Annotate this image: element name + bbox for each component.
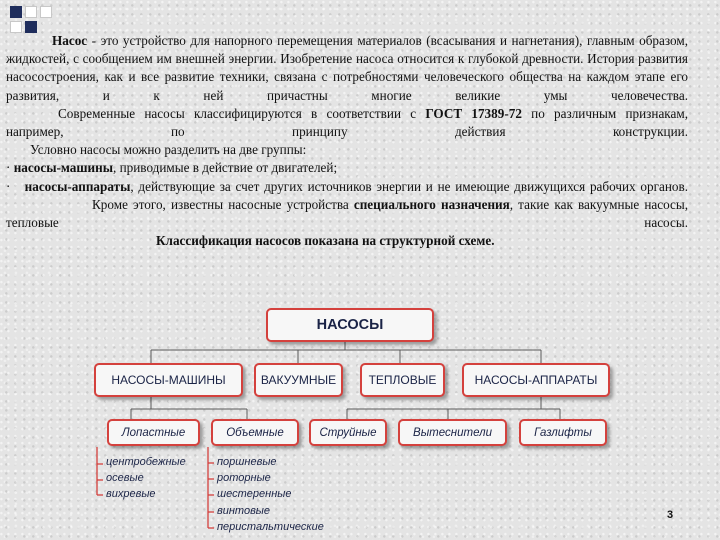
root-box-pumps: НАСОСЫ: [266, 308, 434, 342]
box-vacuum: ВАКУУМНЫЕ: [254, 363, 343, 397]
leaf-text: роторные: [217, 472, 271, 484]
special-text-after: , такие как вакуумные насосы, тепловые насосы.: [6, 196, 689, 231]
special-text-before: Кроме этого, известны насосные устройства: [92, 196, 354, 212]
leaf-text: винтовые: [217, 505, 271, 517]
box-gaslifts: Газлифты: [519, 419, 607, 446]
leaf-text: центробежные: [106, 456, 186, 468]
gost-standard: ГОСТ 17389-72: [425, 105, 522, 121]
leaf-text: поршневые: [217, 456, 277, 468]
box-jet: Струйные: [309, 419, 387, 446]
box-pump-apparatus: НАСОСЫ-АППАРАТЫ: [462, 363, 610, 397]
special-purpose: специального назначения: [353, 196, 510, 212]
list-bullet: ·: [6, 178, 11, 194]
leaf-centrifugal: [106, 456, 186, 468]
box-thermal: ТЕПЛОВЫЕ: [360, 363, 445, 397]
box-displacers: Вытеснители: [398, 419, 507, 446]
leaf-piston: [217, 456, 277, 468]
leaf-axial: [106, 472, 144, 484]
list-bullet: ·: [6, 160, 11, 176]
gost-text-after: по различным признакам, например, по принципу действия конструкции.: [6, 105, 689, 140]
leaf-rotary: [217, 472, 271, 484]
leaf-peristaltic: [217, 521, 324, 533]
leaf-text: шестеренные: [217, 488, 292, 500]
paragraph-groups: Условно насосы можно разделить на две группы:: [30, 142, 307, 158]
leaf-text: перистальтические: [217, 521, 324, 533]
gost-text-before: Современные насосы классифицируются в соответствии с: [58, 105, 426, 121]
box-blade: Лопастные: [107, 419, 200, 446]
leaf-vortex: [106, 488, 156, 500]
list-item-text: , приводимые в действие от двигателей;: [113, 160, 338, 176]
definition-text: - это устройство для напорного перемещения материалов (всасывания и нагнетания), главным образом, жидкостей, с сообщением им внешней энергии. Изобретение насоса относится к глубокой древности. История развития насосостроения, как и все развитие техники, связана с потребностями человеческого общества на каждом этапе его развития, и к ней причастны многие великие умы человечества.: [6, 33, 688, 103]
box-pump-machines: НАСОСЫ-МАШИНЫ: [94, 363, 243, 397]
leaf-text: вихревые: [106, 488, 156, 500]
page-number: 3: [667, 509, 674, 521]
box-volumetric: Объемные: [211, 419, 299, 446]
diagram-caption: Классификация насосов показана на структурной схеме.: [156, 233, 495, 249]
leaf-text: осевые: [106, 472, 144, 484]
leaf-gear: [217, 488, 291, 500]
term-pump: Насос: [52, 33, 88, 48]
leaf-screw: [217, 505, 270, 517]
list-item-term: насосы-машины: [13, 160, 113, 176]
list-item-term: насосы-аппараты: [24, 178, 131, 194]
list-item-text: , действующие за счет других источников энергии и не имеющие движущихся рабочих органов.: [130, 178, 689, 194]
